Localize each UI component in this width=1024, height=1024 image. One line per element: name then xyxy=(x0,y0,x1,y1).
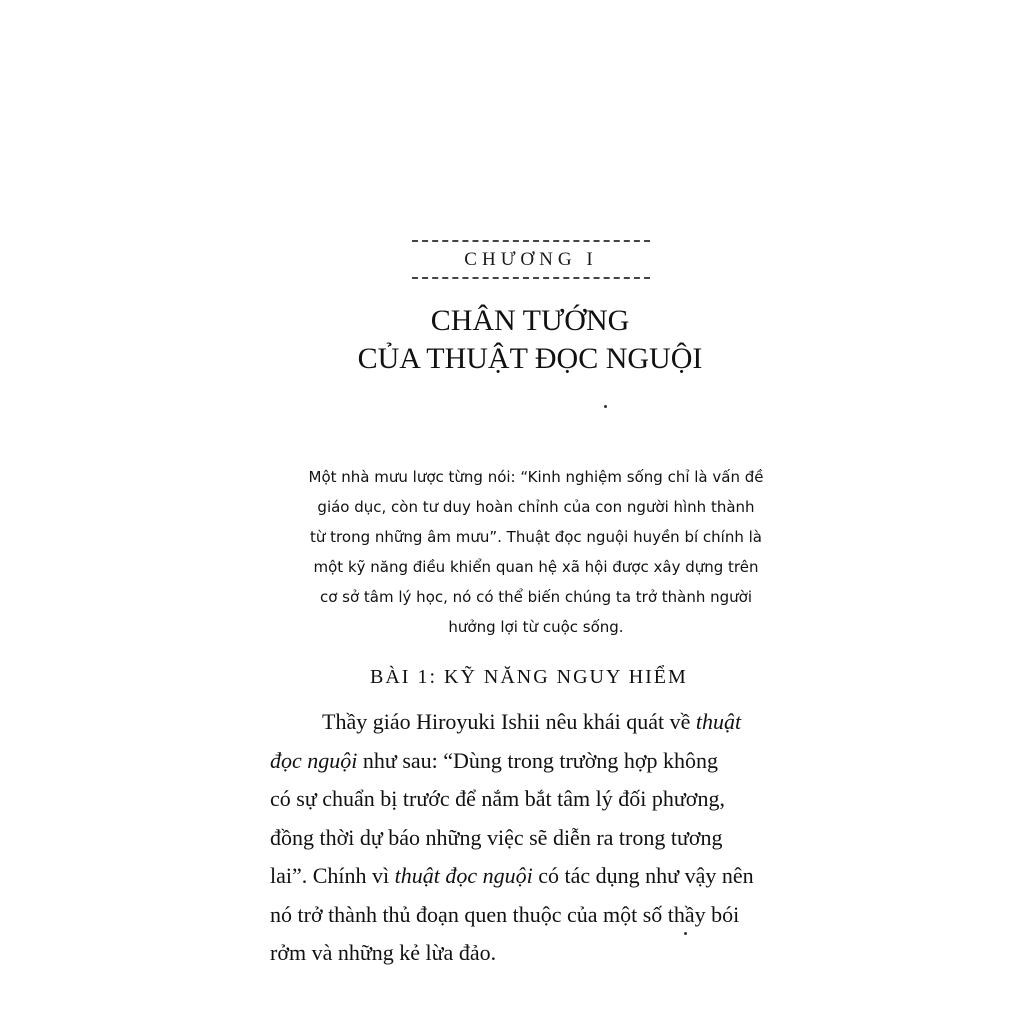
ink-speck xyxy=(604,405,607,408)
chapter-intro xyxy=(296,462,776,642)
chapter-title xyxy=(330,302,730,378)
section-body xyxy=(270,703,790,973)
section-heading: BÀI 1: KỸ NĂNG NGUY HIỂM xyxy=(370,666,688,688)
body-text-run: lai”. Chính vì xyxy=(270,863,395,888)
body-line xyxy=(270,857,790,896)
body-line xyxy=(270,742,790,781)
intro-line: cơ sở tâm lý học, nó có thể biến chúng ta trở thành người xyxy=(319,588,753,606)
intro-line: từ trong những âm mưu”. Thuật đọc nguội huyền bí chính là xyxy=(310,528,762,546)
body-text-run: như sau: “Dùng trong trường hợp không xyxy=(357,747,718,773)
ink-speck xyxy=(684,932,687,935)
intro-line: giáo dục, còn tư duy hoàn chỉnh của con người hình thành xyxy=(317,498,755,516)
body-line: đồng thời dự báo những việc sẽ diễn ra trong tương xyxy=(270,824,723,850)
body-line: rởm và những kẻ lừa đảo. xyxy=(270,940,497,965)
body-text-run: Thầy giáo Hiroyuki Ishii nêu khái quát về xyxy=(322,709,696,734)
intro-line: một kỹ năng điều khiển quan hệ xã hội được xây dựng trên xyxy=(313,558,759,576)
body-italic-run: thuật đọc nguội xyxy=(394,863,533,888)
chapter-title-line-1: CHÂN TƯỚNG xyxy=(430,304,630,337)
chapter-label: CHƯƠNG I xyxy=(412,240,650,279)
body-text-run: có tác dụng như vậy nên xyxy=(532,863,754,888)
chapter-title-line-2: CỦA THUẬT ĐỌC NGUỘI xyxy=(357,342,703,375)
body-line xyxy=(270,703,790,742)
intro-line: Một nhà mưu lược từng nói: “Kinh nghiệm sống chỉ là vấn đề xyxy=(308,468,764,486)
body-line: có sự chuẩn bị trước để nắm bắt tâm lý đối phương, xyxy=(270,786,725,811)
intro-line: hưởng lợi từ cuộc sống. xyxy=(448,618,624,636)
body-italic-run: thuật xyxy=(695,709,742,734)
body-italic-run: đọc nguội xyxy=(270,747,358,773)
body-line: nó trở thành thủ đoạn quen thuộc của một số thầy bói xyxy=(270,901,740,927)
